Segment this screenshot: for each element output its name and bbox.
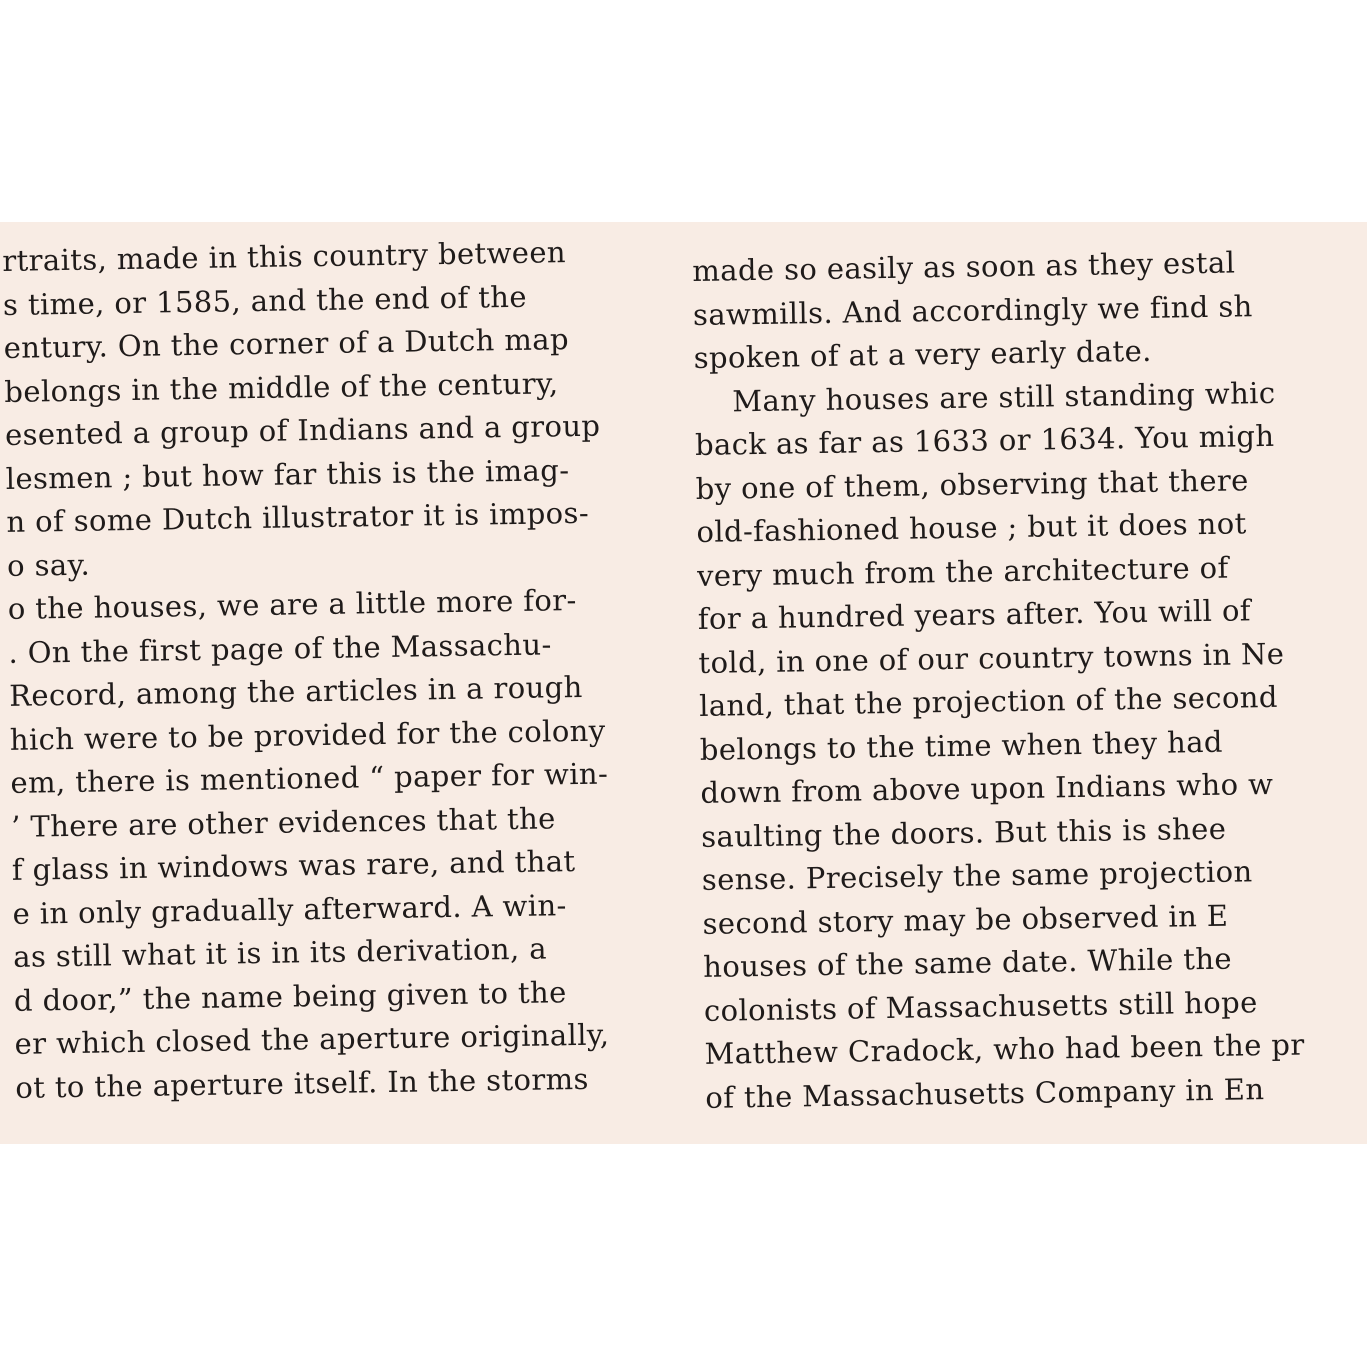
- text-line: land, that the projection of the second: [698, 679, 1279, 723]
- text-line: er which closed the aperture originally,: [14, 1017, 610, 1061]
- text-line: sense. Precisely the same projection: [701, 854, 1253, 897]
- right-text-column: [692, 239, 1367, 1119]
- text-line: of the Massachusetts Company in En: [705, 1071, 1265, 1115]
- text-line: as still what it is in its derivation, a: [12, 931, 548, 974]
- text-line: entury. On the corner of a Dutch map: [3, 322, 570, 365]
- text-line: very much from the architecture of: [696, 550, 1229, 593]
- text-line: belongs to the time when they had: [699, 724, 1224, 767]
- text-line: ot to the aperture itself. In the storms: [15, 1061, 590, 1105]
- text-line: down from above upon Indians who w: [700, 766, 1274, 810]
- text-line: Matthew Cradock, who had been the pr: [704, 1027, 1305, 1071]
- text-line: saulting the doors. But this is shee: [700, 811, 1227, 854]
- text-line: esented a group of Indians and a group: [4, 408, 601, 452]
- text-line: s time, or 1585, and the end of the: [2, 279, 528, 322]
- text-line: back as far as 1633 or 1634. You migh: [694, 418, 1275, 462]
- text-line: old-fashioned house ; but it does not: [696, 506, 1247, 549]
- text-line: . On the first page of the Massachu-: [8, 626, 552, 670]
- text-line: spoken of at a very early date.: [693, 333, 1153, 375]
- text-line: o the houses, we are a little more for-: [7, 582, 577, 626]
- text-line: by one of them, observing that there: [695, 462, 1249, 506]
- text-line: em, there is mentioned “ paper for win-: [10, 756, 609, 800]
- text-line: made so easily as soon as they estal: [692, 245, 1236, 288]
- left-text-column: [0, 229, 694, 1110]
- text-line: n of some Dutch illustrator it is impos-: [6, 495, 590, 539]
- text-line: belongs in the middle of the century,: [4, 365, 559, 409]
- text-line: hich were to be provided for the colony: [9, 713, 606, 757]
- text-line: for a hundred years after. You will of: [697, 593, 1252, 636]
- text-line: e in only gradually afterward. A win-: [12, 887, 567, 931]
- text-line: rtraits, made in this country between: [2, 235, 567, 278]
- text-line: f glass in windows was rare, and that: [11, 844, 576, 887]
- text-line: d door,” the name being given to the: [13, 974, 567, 1018]
- newspaper-clipping: [0, 222, 1367, 1144]
- text-line: sawmills. And accordingly we find sh: [692, 288, 1253, 332]
- text-line: houses of the same date. While the: [702, 941, 1233, 984]
- text-line: told, in one of our country towns in Ne: [698, 636, 1285, 680]
- text-line: ’ There are other evidences that the: [10, 800, 556, 844]
- text-line: colonists of Massachusetts still hope: [703, 984, 1258, 1028]
- text-line: second story may be observed in E: [702, 898, 1229, 941]
- text-line: lesmen ; but how far this is the imag-: [5, 452, 570, 496]
- text-line: o say.: [6, 547, 91, 583]
- text-line: Many houses are still standing whic: [732, 375, 1276, 418]
- text-line: Record, among the articles in a rough: [8, 669, 583, 713]
